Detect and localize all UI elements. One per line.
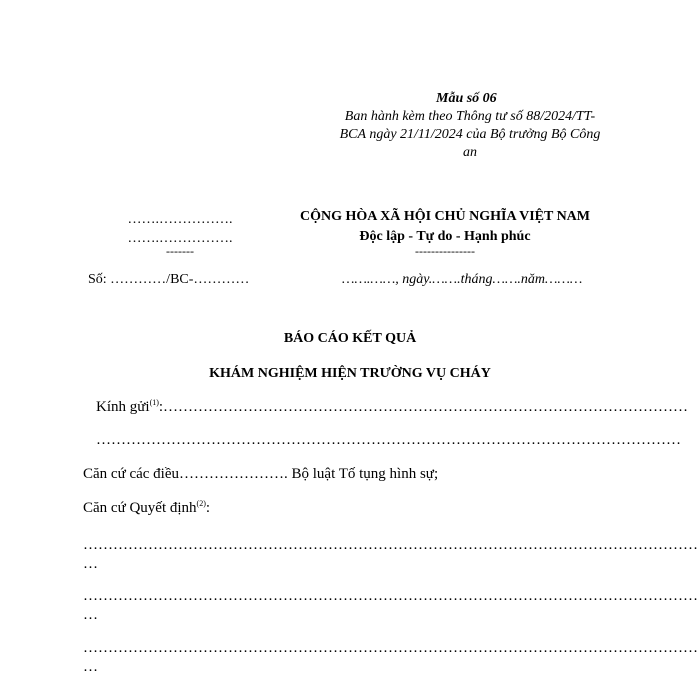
fill-line-3: …………………………………………………………………………………………………………… xyxy=(83,640,698,656)
document-number: Số: …………/BC-………… xyxy=(88,272,250,287)
national-divider: --------------- xyxy=(415,244,475,258)
recipient-fill: :…………………………………………………………………………………………… xyxy=(158,399,689,415)
recipient-line-2: ……………………………………………………………………………………………………… xyxy=(96,432,681,448)
form-number: Mẫu số 06 xyxy=(436,91,497,106)
agency-line-2: …….……………. xyxy=(127,231,233,246)
basis-decision-footnote-ref: (2) xyxy=(196,499,206,508)
fill-line-2: …………………………………………………………………………………………………………… xyxy=(83,588,698,604)
issued-by-line-3: an xyxy=(463,145,477,160)
basis-decision-colon: : xyxy=(205,500,211,516)
fill-line-1-tail: … xyxy=(83,556,98,572)
recipient-label: Kính gửi xyxy=(96,399,150,415)
agency-divider: ------- xyxy=(166,244,194,258)
report-title: BÁO CÁO KẾT QUẢ xyxy=(283,331,417,346)
fill-line-2-tail: … xyxy=(83,607,98,623)
issued-by-line-1: Ban hành kèm theo Thông tư số 88/2024/TT- xyxy=(344,109,596,124)
national-title: CỘNG HÒA XÃ HỘI CHỦ NGHĨA VIỆT NAM xyxy=(299,209,590,224)
national-motto: Độc lập - Tự do - Hạnh phúc xyxy=(359,229,531,244)
basis-law: Căn cứ các điều…………………. Bộ luật Tố tụng hình sự; xyxy=(83,466,439,482)
recipient-line xyxy=(96,399,688,416)
date-line: …….……, ngày.…….tháng…….năm……… xyxy=(342,272,583,287)
issued-by-line-2: BCA ngày 21/11/2024 của Bộ trưởng Bộ Công xyxy=(339,127,601,142)
basis-decision-label: Căn cứ Quyết định xyxy=(83,500,197,516)
fill-line-1: …………………………………………………………………………………………………………… xyxy=(83,537,698,553)
basis-decision xyxy=(83,500,210,517)
fill-line-3-tail: … xyxy=(83,659,98,675)
recipient-footnote-ref: (1) xyxy=(149,398,159,407)
report-subtitle: KHÁM NGHIỆM HIỆN TRƯỜNG VỤ CHÁY xyxy=(209,366,491,381)
agency-line-1: …….……………. xyxy=(127,212,233,227)
